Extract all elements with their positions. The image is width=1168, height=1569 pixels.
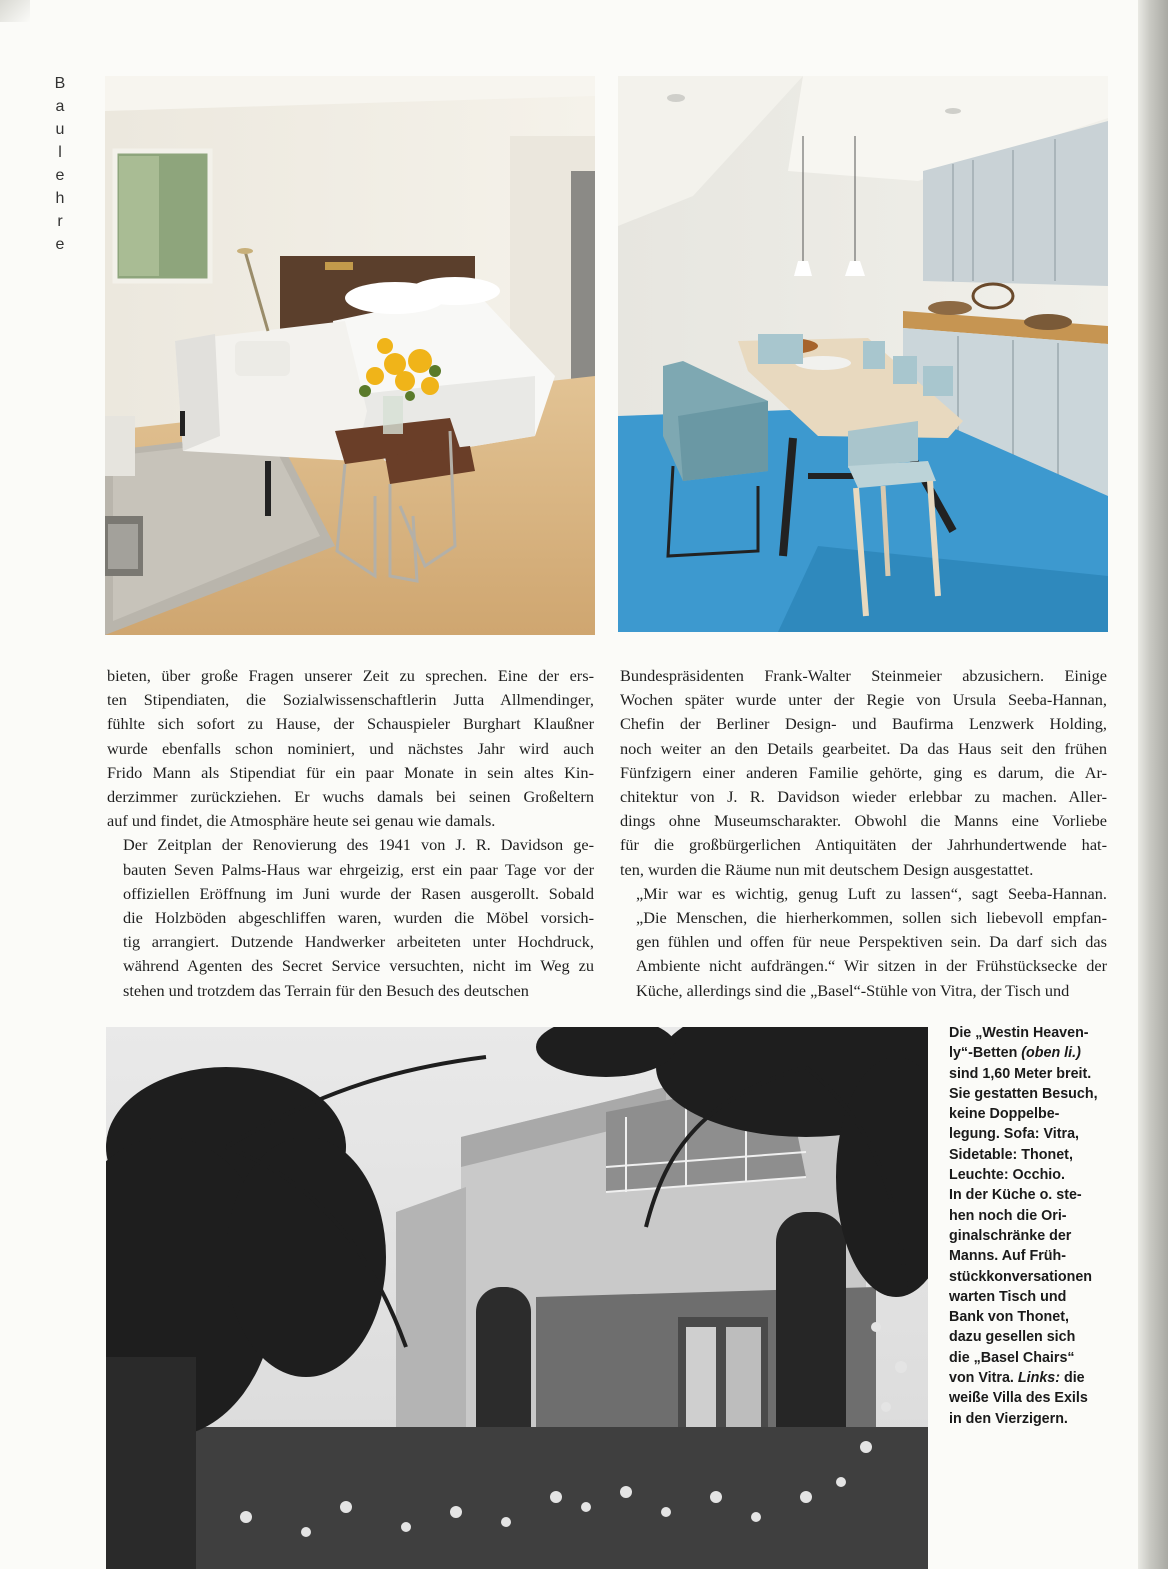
caption-text: keine Doppelbe- [949,1106,1060,1123]
body-text-right-column [620,664,1107,1003]
caption-text: Manns. Auf Früh- [949,1248,1067,1265]
text-line: noch weiter an den Details gearbeitet. Da das Haus seit den frühen [620,738,1107,758]
caption-text: legung. Sofa: Vitra, [949,1126,1080,1143]
villa-photo [106,1027,928,1569]
text-line: ten Stipendiaten, die Sozialwissenschaftlerin Jutta Allmendinger, [107,690,594,710]
caption-text: Sidetable: Thonet, [949,1146,1073,1163]
caption-text: von Vitra. [949,1370,1018,1387]
caption-text: warten Tisch und [949,1288,1067,1305]
section-label-vertical [50,72,70,256]
caption-emphasis: Links: [1017,1370,1060,1387]
section-label-letter: B [54,75,66,92]
caption-text: die „Basel Chairs“ [949,1349,1075,1366]
caption-text: In der Küche o. ste- [949,1187,1082,1204]
page-binding-shadow [1138,0,1168,1569]
caption-text: die [1059,1370,1085,1387]
bedroom-photo [105,76,595,635]
caption-line [949,1064,1119,1084]
text-line: auf und findet, die Atmosphäre heute sei genau wie damals. [107,811,496,831]
caption-line [949,1267,1119,1287]
text-line: stehen und trotzdem das Terrain für den Besuch des deutschen [123,980,529,1000]
text-line: während Agenten des Secret Service versuchten, nicht im Weg zu [123,956,594,976]
caption-text: hen noch die Ori- [949,1207,1067,1224]
text-line: „Mir war es wichtig, genug Luft zu lassen“, sagt Seeba-Hannan. [636,883,1107,903]
text-line: dings ohne Museumscharakter. Obwohl die Manns eine Vorliebe [620,811,1107,831]
caption-text: Sie gestatten Besuch, [949,1085,1098,1102]
caption-line [949,1368,1119,1388]
text-line: derzimmer zurückziehen. Er wuchs damals bei seinen Großeltern [107,787,594,807]
caption-line [949,1084,1119,1104]
body-paragraph [620,664,1107,882]
text-line: bauten Seven Palms-Haus war ehrgeizig, erst ein paar Tage vor der [123,859,594,879]
body-paragraph [620,882,1107,1003]
section-label-letter: e [55,236,65,253]
section-label-letter: l [58,144,62,161]
caption-text: dazu gesellen sich [949,1329,1076,1346]
caption-text: sind 1,60 Meter breit. [949,1065,1092,1082]
caption-line [949,1043,1119,1063]
caption-text: Leuchte: Occhio. [949,1167,1065,1184]
text-line: fühlte sich sofort zu Hause, der Schauspieler Burghart Klaußner [107,714,594,734]
caption-line [949,1124,1119,1144]
body-paragraph [107,833,594,1002]
text-line: chitektur von J. R. Davidson wieder erlebbar zu machen. Aller- [620,787,1107,807]
body-text-left-column [107,664,594,1003]
text-line: Fünfzigern einer anderen Familie gehörte, ging es darum, die Ar- [620,762,1107,782]
caption-text: ly“-Betten [949,1045,1022,1062]
caption-line [949,1246,1119,1266]
text-line: wurde ebenfalls schon nominiert, und nächstes Jahr wird auch [107,738,594,758]
caption-line [949,1165,1119,1185]
text-line: Frido Mann als Stipendiat für ein paar Monate in sein altes Kin- [107,762,594,782]
caption-text: weiße Villa des Exils [949,1390,1088,1407]
caption-line [949,1185,1119,1205]
text-line: ten, wurden die Räume nun mit deutschem Design ausgestattet. [620,859,1034,879]
caption-text: Bank von Thonet, [949,1309,1069,1326]
section-label-letter: e [55,167,65,184]
text-line: „Die Menschen, die hierherkommen, sollen sich liebevoll empfan- [636,908,1107,928]
caption-line [949,1409,1119,1429]
caption-text: Die „Westin Heaven- [949,1025,1089,1041]
text-line: die Holzböden abgeschliffen waren, wurden die Möbel vorsich- [123,908,594,928]
page-corner-shadow [0,0,30,22]
caption-line [949,1023,1119,1043]
caption-line [949,1226,1119,1246]
caption-text: ginalschränke der [949,1227,1072,1244]
caption-line [949,1206,1119,1226]
section-label-letter: u [55,121,65,138]
text-line: Küche, allerdings sind die „Basel“-Stühle von Vitra, der Tisch und [636,980,1070,1000]
text-line: Chefin der Berliner Design- und Baufirma Lenzwerk Holding, [620,714,1107,734]
text-line: offiziellen Eröffnung im Juni wurde der Rasen ausgerollt. Sobald [123,883,594,903]
caption-line [949,1388,1119,1408]
text-line: tig arrangiert. Dutzende Handwerker arbeiteten unter Hochdruck, [123,932,594,952]
caption-line [949,1287,1119,1307]
body-paragraph [107,664,594,833]
section-label-letter: a [55,98,65,115]
section-label-letter: h [55,190,65,207]
caption-line [949,1307,1119,1327]
caption-line [949,1327,1119,1347]
text-line: gen fühlen und offen für neue Perspektiven sein. Da darf sich das [636,932,1107,952]
caption-text: in den Vierzigern. [949,1410,1068,1427]
caption-line [949,1348,1119,1368]
caption-emphasis: (oben li.) [1021,1045,1081,1062]
text-line: Wochen später wurde unter der Regie von Ursula Seeba-Hannan, [620,690,1107,710]
caption-text: stückkonversationen [949,1268,1093,1285]
text-line: für die großbürgerlichen Antiquitäten der Jahrhundertwende hat- [620,835,1107,855]
text-line: Ambiente nicht aufdrängen.“ Wir sitzen in der Frühstücksecke der [636,956,1107,976]
caption-line [949,1104,1119,1124]
caption-line [949,1145,1119,1165]
kitchen-photo [618,76,1108,632]
text-line: Der Zeitplan der Renovierung des 1941 von J. R. Davidson ge- [123,835,594,855]
text-line: Bundespräsidenten Frank-Walter Steinmeier abzusichern. Einige [620,666,1107,685]
photo-caption [949,1023,1119,1429]
section-label-letter: r [57,213,63,230]
text-line: bieten, über große Fragen unserer Zeit zu sprechen. Eine der ers- [107,666,594,685]
